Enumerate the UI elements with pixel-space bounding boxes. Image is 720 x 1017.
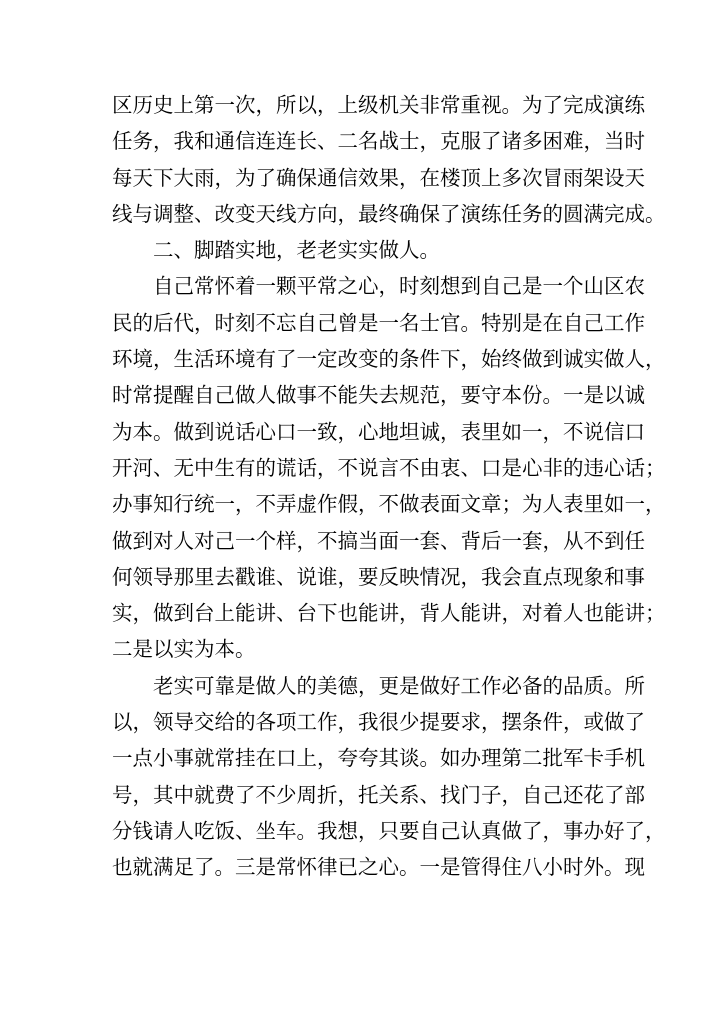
text-line: 二是以实为本。 <box>112 637 256 662</box>
text-line: 号，其中就费了不少周折，托关系、找门子，自己还花了部 <box>112 782 645 807</box>
text-line: 何领导那里去戳谁、说谁，要反映情况，我会直点现象和事 <box>112 564 645 589</box>
text-line: 每天下大雨，为了确保通信效果，在楼顶上多次冒雨架设天 <box>112 165 645 190</box>
text-line: 办事知行统一，不弄虚作假，不做表面文章；为人表里如一， <box>112 492 666 517</box>
text-line: 民的后代，时刻不忘自己曾是一名士官。特别是在自己工作 <box>112 310 645 335</box>
text-line: 分钱请人吃饭、坐车。我想，只要自己认真做了，事办好了， <box>112 818 666 843</box>
section-heading <box>112 232 608 268</box>
text-line: 以，领导交给的各项工作，我很少提要求，摆条件，或做了 <box>112 710 645 735</box>
text-line: 区历史上第一次，所以，上级机关非常重视。为了完成演练 <box>112 93 645 117</box>
text-line: 做到对人对己一个样，不搞当面一套、背后一套，从不到任 <box>112 528 645 553</box>
text-line: 任务，我和通信连连长、二名战士，克服了诸多困难，当时 <box>112 129 645 154</box>
paragraph-1 <box>112 87 666 232</box>
text-line: 为本。做到说话心口一致，心地坦诚，表里如一，不说信口 <box>112 419 645 444</box>
text-line: 一点小事就常挂在口上，夸夸其谈。如办理第二批军卡手机 <box>112 746 645 771</box>
text-line: 自己常怀着一颗平常之心，时刻想到自己是一个山区农 <box>153 274 645 299</box>
text-line: 实，做到台上能讲、台下也能讲，背人能讲，对着人也能讲； <box>112 601 666 626</box>
paragraph-3 <box>112 668 666 886</box>
text-line: 环境，生活环境有了一定改变的条件下，始终做到诚实做人， <box>112 347 666 372</box>
text-line: 线与调整、改变天线方向，最终确保了演练任务的圆满完成。 <box>112 201 666 226</box>
text-line: 开河、无中生有的谎话，不说言不由衷、口是心非的违心话； <box>112 455 666 480</box>
document-page <box>112 87 666 886</box>
text-line: 时常提醒自己做人做事不能失去规范，要守本份。一是以诚 <box>112 383 645 408</box>
text-line: 也就满足了。三是常怀律已之心。一是管得住八小时外。现 <box>112 855 645 880</box>
paragraph-2 <box>112 268 666 667</box>
text-line: 老实可靠是做人的美德，更是做好工作必备的品质。所 <box>153 673 645 698</box>
heading-line: 二、脚踏实地，老老实实做人。 <box>153 238 440 263</box>
